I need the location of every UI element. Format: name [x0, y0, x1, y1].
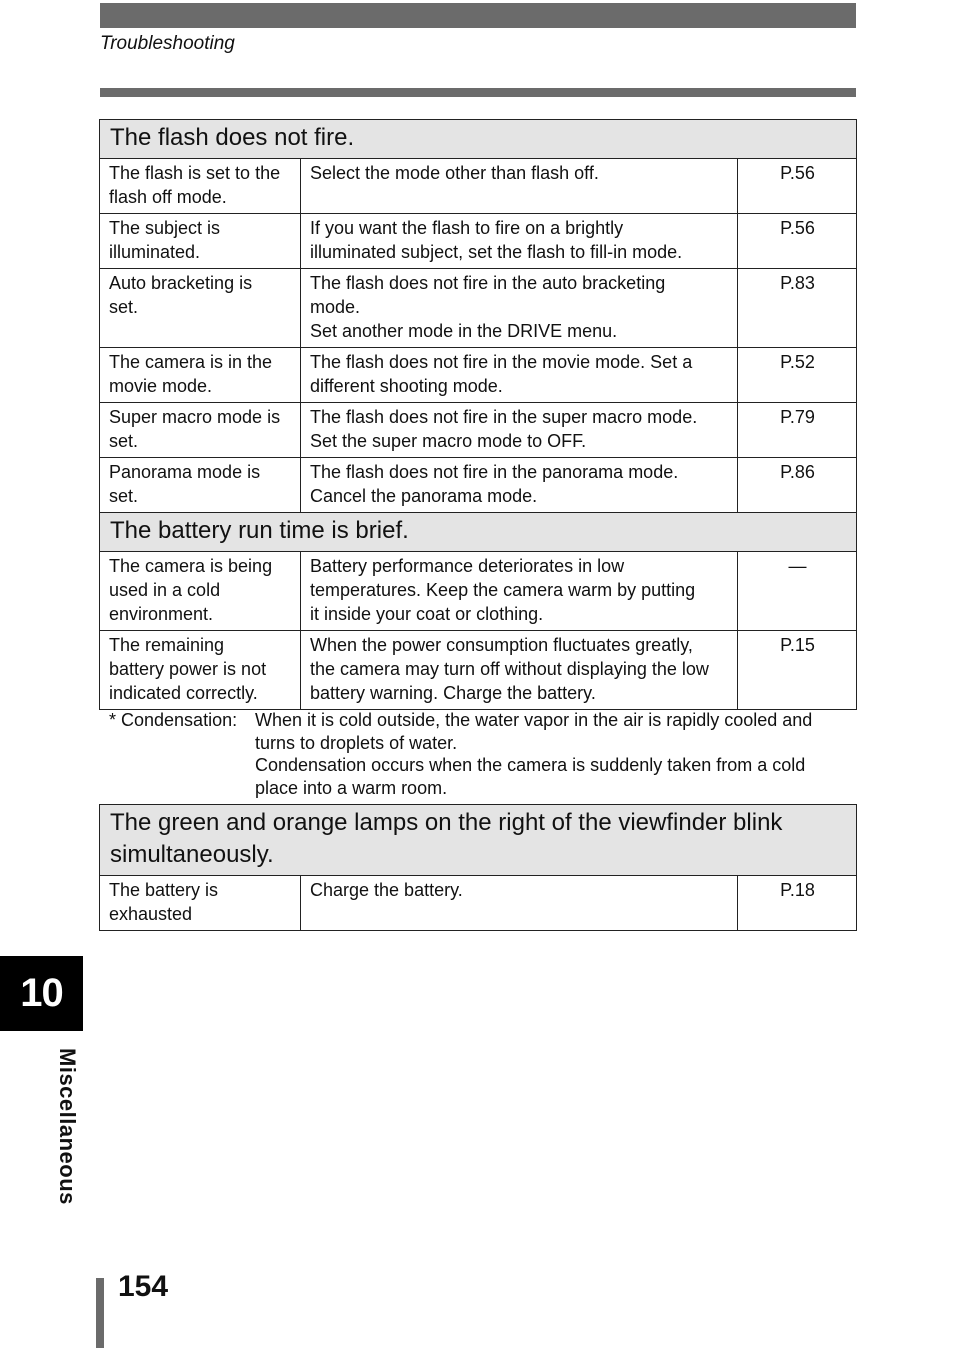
table-row [100, 876, 857, 931]
problem-heading-row [100, 805, 857, 876]
page-reference: P.83 [738, 269, 857, 348]
cause-cell-line: illuminated. [109, 242, 201, 262]
remedy-cell-line: the camera may turn off without displaying the low [310, 659, 709, 679]
cause-cell-line: indicated correctly. [109, 683, 258, 703]
note-line: When it is cold outside, the water vapor in the air is rapidly cooled and [255, 710, 813, 730]
page-reference: — [738, 552, 857, 631]
note-body [255, 709, 855, 799]
section-title: Troubleshooting [100, 33, 235, 54]
table-row [100, 348, 857, 403]
cause-cell-line: The flash is set to the [109, 163, 281, 183]
table-row [100, 631, 857, 710]
remedy-cell-line: If you want the flash to fire on a brightly [310, 218, 624, 238]
remedy-cell-line: Set another mode in the DRIVE menu. [310, 321, 618, 341]
remedy-cell-line: The flash does not fire in the super macro mode. [310, 407, 698, 427]
page-reference: P.56 [738, 159, 857, 214]
remedy-cell [301, 348, 738, 403]
note-label: * Condensation: [109, 710, 238, 730]
table-row [100, 458, 857, 513]
cause-cell-line: used in a cold [109, 580, 221, 600]
cause-cell [100, 876, 301, 931]
problem-heading: The flash does not fire. [100, 120, 857, 159]
header-rule [100, 88, 856, 97]
remedy-cell-line: The flash does not fire in the movie mode. Set a [310, 352, 693, 372]
cause-cell-line: set. [109, 431, 139, 451]
cause-cell-line: movie mode. [109, 376, 213, 396]
remedy-cell [301, 214, 738, 269]
cause-cell [100, 552, 301, 631]
cause-cell-line: The subject is [109, 218, 221, 238]
remedy-cell [301, 159, 738, 214]
remedy-cell [301, 458, 738, 513]
remedy-cell-line: The flash does not fire in the auto bracketing [310, 273, 666, 293]
cause-cell [100, 214, 301, 269]
cause-cell-line: battery power is not [109, 659, 267, 679]
page-reference: P.56 [738, 214, 857, 269]
troubleshooting-table [99, 119, 857, 710]
remedy-cell-line: Select the mode other than flash off. [310, 163, 599, 183]
remedy-cell [301, 403, 738, 458]
page-reference: P.79 [738, 403, 857, 458]
note-line: turns to droplets of water. [255, 732, 458, 753]
cause-cell [100, 348, 301, 403]
cause-cell [100, 458, 301, 513]
page-reference: P.18 [738, 876, 857, 931]
table-row [100, 159, 857, 214]
cause-cell-line: Super macro mode is [109, 407, 281, 427]
page-number-bar [96, 1278, 104, 1348]
remedy-cell-line: When the power consumption fluctuates greatly, [310, 635, 693, 655]
page-reference: P.86 [738, 458, 857, 513]
chapter-number-tab: 10 [0, 956, 83, 1031]
remedy-cell-line: Cancel the panorama mode. [310, 486, 538, 506]
note-line: Condensation occurs when the camera is suddenly taken from a cold [255, 755, 806, 775]
remedy-cell-line: The flash does not fire in the panorama mode. [310, 462, 679, 482]
troubleshooting-table [99, 804, 857, 931]
cause-cell-line: Panorama mode is [109, 462, 261, 482]
problem-heading-row [100, 513, 857, 552]
header-bar [100, 3, 856, 28]
remedy-cell-line: temperatures. Keep the camera warm by putting [310, 580, 696, 600]
remedy-cell-line: Set the super macro mode to OFF. [310, 431, 587, 451]
remedy-cell [301, 631, 738, 710]
problem-heading-row [100, 120, 857, 159]
cause-cell [100, 159, 301, 214]
table-row [100, 403, 857, 458]
cause-cell [100, 403, 301, 458]
remedy-cell [301, 269, 738, 348]
cause-cell [100, 631, 301, 710]
cause-cell-line: set. [109, 297, 139, 317]
problem-heading: The green and orange lamps on the right of the viewfinder blink simultaneously. [100, 805, 857, 876]
cause-cell-line: The camera is being [109, 556, 273, 576]
remedy-cell [301, 552, 738, 631]
note-line: place into a warm room. [255, 777, 448, 798]
cause-cell-line: The battery is [109, 880, 219, 900]
cause-cell [100, 269, 301, 348]
chapter-title: Miscellaneous [55, 1048, 80, 1205]
page-number: 154 [118, 1270, 169, 1303]
cause-cell-line: Auto bracketing is [109, 273, 253, 293]
remedy-cell-line: battery warning. Charge the battery. [310, 683, 596, 703]
remedy-cell-line: it inside your coat or clothing. [310, 604, 544, 624]
cause-cell-line: environment. [109, 604, 214, 624]
remedy-cell-line: Charge the battery. [310, 880, 463, 900]
cause-cell-line: flash off mode. [109, 187, 227, 207]
remedy-cell [301, 876, 738, 931]
page-reference: P.15 [738, 631, 857, 710]
cause-cell-line: set. [109, 486, 139, 506]
cause-cell-line: The remaining [109, 635, 225, 655]
page-reference: P.52 [738, 348, 857, 403]
remedy-cell-line: Battery performance deteriorates in low [310, 556, 625, 576]
cause-cell-line: The camera is in the [109, 352, 273, 372]
table-row [100, 552, 857, 631]
table-row [100, 269, 857, 348]
remedy-cell-line: mode. [310, 297, 361, 317]
cause-cell-line: exhausted [109, 904, 193, 924]
table-row [100, 214, 857, 269]
remedy-cell-line: different shooting mode. [310, 376, 503, 396]
problem-heading: The battery run time is brief. [100, 513, 857, 552]
remedy-cell-line: illuminated subject, set the flash to fill-in mode. [310, 242, 683, 262]
